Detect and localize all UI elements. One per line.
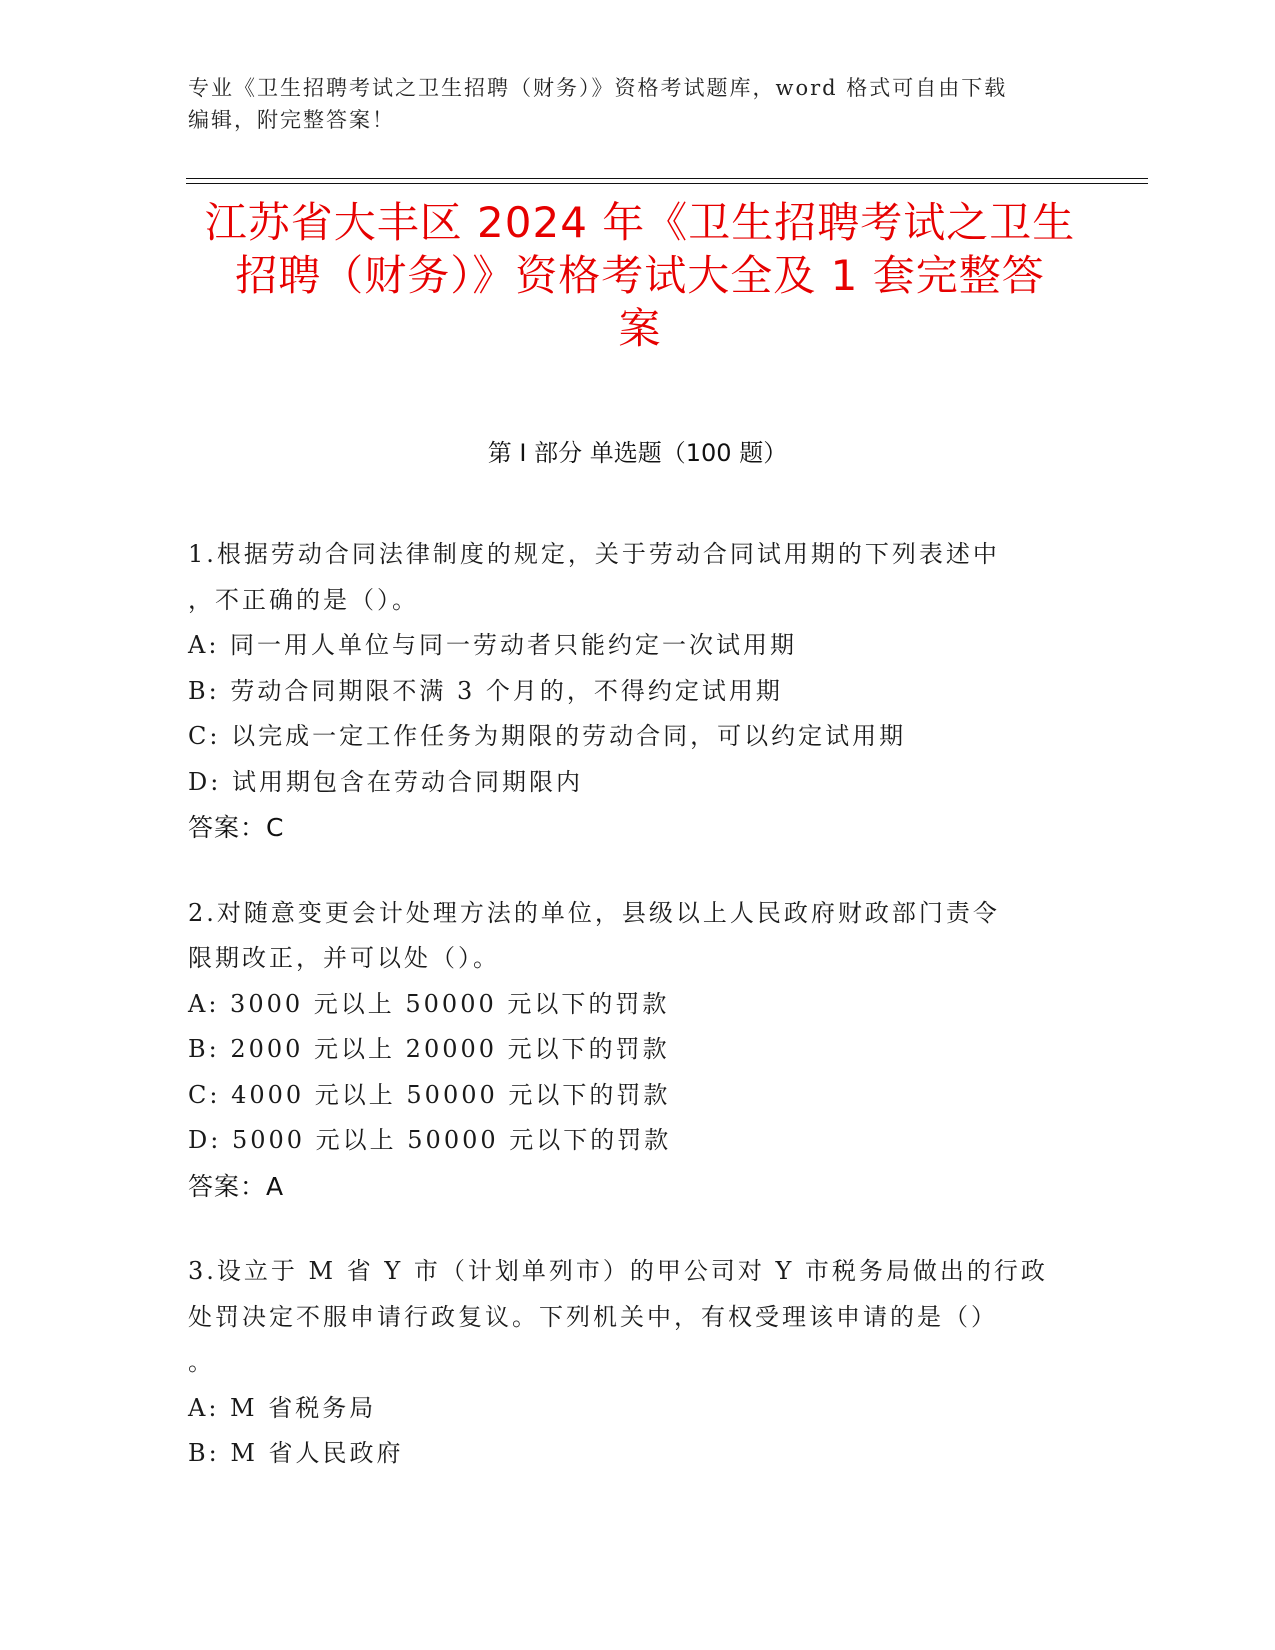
answer-label: 答案：C [188, 813, 285, 842]
question-stem-line: 限期改正，并可以处（）。 [188, 944, 500, 972]
option-a: A: 同一用人单位与同一劳动者只能约定一次试用期 [188, 631, 798, 659]
document-title-line-3: 案 [618, 304, 662, 353]
option-b: B: M 省人民政府 [188, 1439, 404, 1467]
option-d: D: 5000 元以上 50000 元以下的罚款 [188, 1126, 672, 1154]
question-3 [188, 1249, 1068, 1477]
question-stem-line: 处罚决定不服申请行政复议。下列机关中，有权受理该申请的是（） [188, 1302, 998, 1331]
header-note-line-2: 编辑，附完整答案！ [188, 108, 395, 132]
option-a: A: 3000 元以上 50000 元以下的罚款 [188, 989, 670, 1018]
document-title [170, 196, 1110, 355]
header-divider-bottom [186, 183, 1148, 184]
option-d: D: 试用期包含在劳动合同期限内 [188, 767, 583, 796]
question-2 [188, 891, 1068, 1210]
question-stem-line: 1.根据劳动合同法律制度的规定，关于劳动合同试用期的下列表述中 [188, 540, 1000, 568]
question-stem-line: 。 [188, 1348, 215, 1376]
question-list [188, 532, 1068, 1517]
question-1 [188, 532, 1068, 851]
option-a: A: M 省税务局 [188, 1393, 377, 1422]
document-title-line-2: 招聘（财务）》资格考试大全及 1 套完整答 [235, 251, 1045, 300]
question-stem-line: 3.设立于 M 省 Y 市（计划单列市）的甲公司对 Y 市税务局做出的行政 [188, 1257, 1048, 1285]
section-title: 第 I 部分 单选题（100 题） [487, 439, 788, 467]
question-stem-line: ，不正确的是（）。 [188, 585, 419, 614]
option-c: C: 以完成一定工作任务为期限的劳动合同，可以约定试用期 [188, 722, 907, 750]
header-divider-top [186, 178, 1148, 179]
option-b: B: 劳动合同期限不满 3 个月的，不得约定试用期 [188, 676, 783, 705]
header-note-line-1: 专业《卫生招聘考试之卫生招聘（财务）》资格考试题库，word 格式可自由下载 [188, 76, 1008, 100]
document-title-line-1: 江苏省大丰区 2024 年《卫生招聘考试之卫生 [204, 198, 1076, 247]
question-stem-line: 2.对随意变更会计处理方法的单位，县级以上人民政府财政部门责令 [188, 898, 1000, 927]
answer-label: 答案：A [188, 1171, 285, 1201]
option-c: C: 4000 元以上 50000 元以下的罚款 [188, 1080, 671, 1109]
header-note [188, 72, 1088, 136]
option-b: B: 2000 元以上 20000 元以下的罚款 [188, 1035, 670, 1063]
